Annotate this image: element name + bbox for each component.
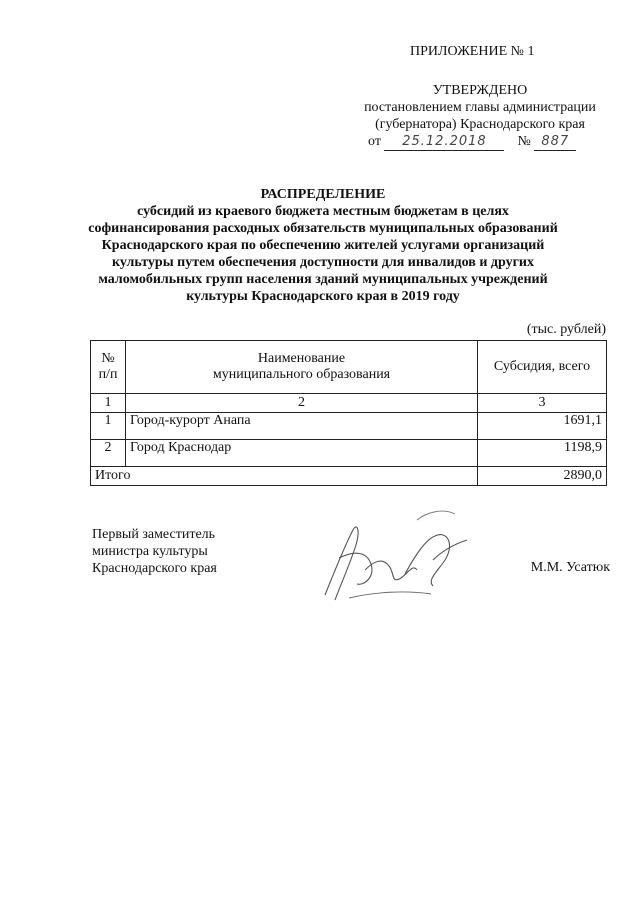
column-number-1: 1 — [91, 394, 126, 413]
approved-by-line-1: постановлением главы администрации — [364, 100, 596, 115]
title-heading: РАСПРЕДЕЛЕНИЕ — [260, 187, 386, 202]
table-row — [91, 413, 607, 440]
number-prefix: № — [517, 134, 531, 149]
row-sum: 1198,9 — [478, 440, 607, 467]
approved-label: УТВЕРЖДЕНО — [432, 83, 528, 98]
distribution-table — [90, 340, 607, 486]
total-value: 2890,0 — [478, 467, 607, 486]
date-number-line — [350, 133, 610, 151]
signer-position — [92, 526, 292, 577]
title-line-5: маломобильных групп населения зданий муниципальных учреждений — [98, 272, 548, 287]
signer-name: М.М. Усатюк — [530, 560, 610, 575]
document-title — [88, 186, 558, 305]
approval-block — [350, 82, 610, 151]
signer-position-line-3: Краснодарского края — [92, 561, 217, 576]
row-name: Город-курорт Анапа — [126, 413, 478, 440]
units-label: (тыс. рублей) — [526, 322, 606, 337]
row-num: 1 — [91, 413, 126, 440]
table-row — [91, 440, 607, 467]
table-header-row — [91, 341, 607, 394]
title-line-4: культуры путем обеспечения доступности для инвалидов и других — [111, 255, 534, 270]
column-number-row — [91, 394, 607, 413]
header-num — [91, 341, 126, 394]
title-line-1: субсидий из краевого бюджета местным бюджетам в целях — [137, 204, 509, 219]
date-value: 25.12.2018 — [384, 133, 504, 151]
signer-position-line-1: Первый заместитель — [92, 527, 216, 542]
row-num: 2 — [91, 440, 126, 467]
signer-position-line-2: министра культуры — [92, 544, 208, 559]
title-line-6: культуры Краснодарского края в 2019 году — [186, 289, 460, 304]
handwritten-signature — [305, 500, 475, 620]
number-value: 887 — [534, 133, 576, 151]
row-sum: 1691,1 — [478, 413, 607, 440]
column-number-3: 3 — [478, 394, 607, 413]
title-line-3: Краснодарского края по обеспечению жителей услугами организаций — [101, 238, 545, 253]
header-num-line-1: № — [101, 351, 115, 366]
row-name: Город Краснодар — [126, 440, 478, 467]
header-sum: Субсидия, всего — [478, 341, 607, 394]
header-num-line-2: п/п — [98, 367, 118, 382]
title-line-2: софинансирования расходных обязательств муниципальных образований — [88, 221, 558, 236]
column-number-2: 2 — [126, 394, 478, 413]
appendix-label: ПРИЛОЖЕНИЕ № 1 — [410, 44, 535, 59]
header-name — [126, 341, 478, 394]
total-label: Итого — [91, 467, 478, 486]
total-row — [91, 467, 607, 486]
approved-by-line-2: (губернатора) Краснодарского края — [375, 117, 585, 132]
header-name-line-1: Наименование — [257, 351, 346, 366]
date-prefix: от — [368, 134, 381, 149]
header-name-line-2: муниципального образования — [212, 367, 391, 382]
